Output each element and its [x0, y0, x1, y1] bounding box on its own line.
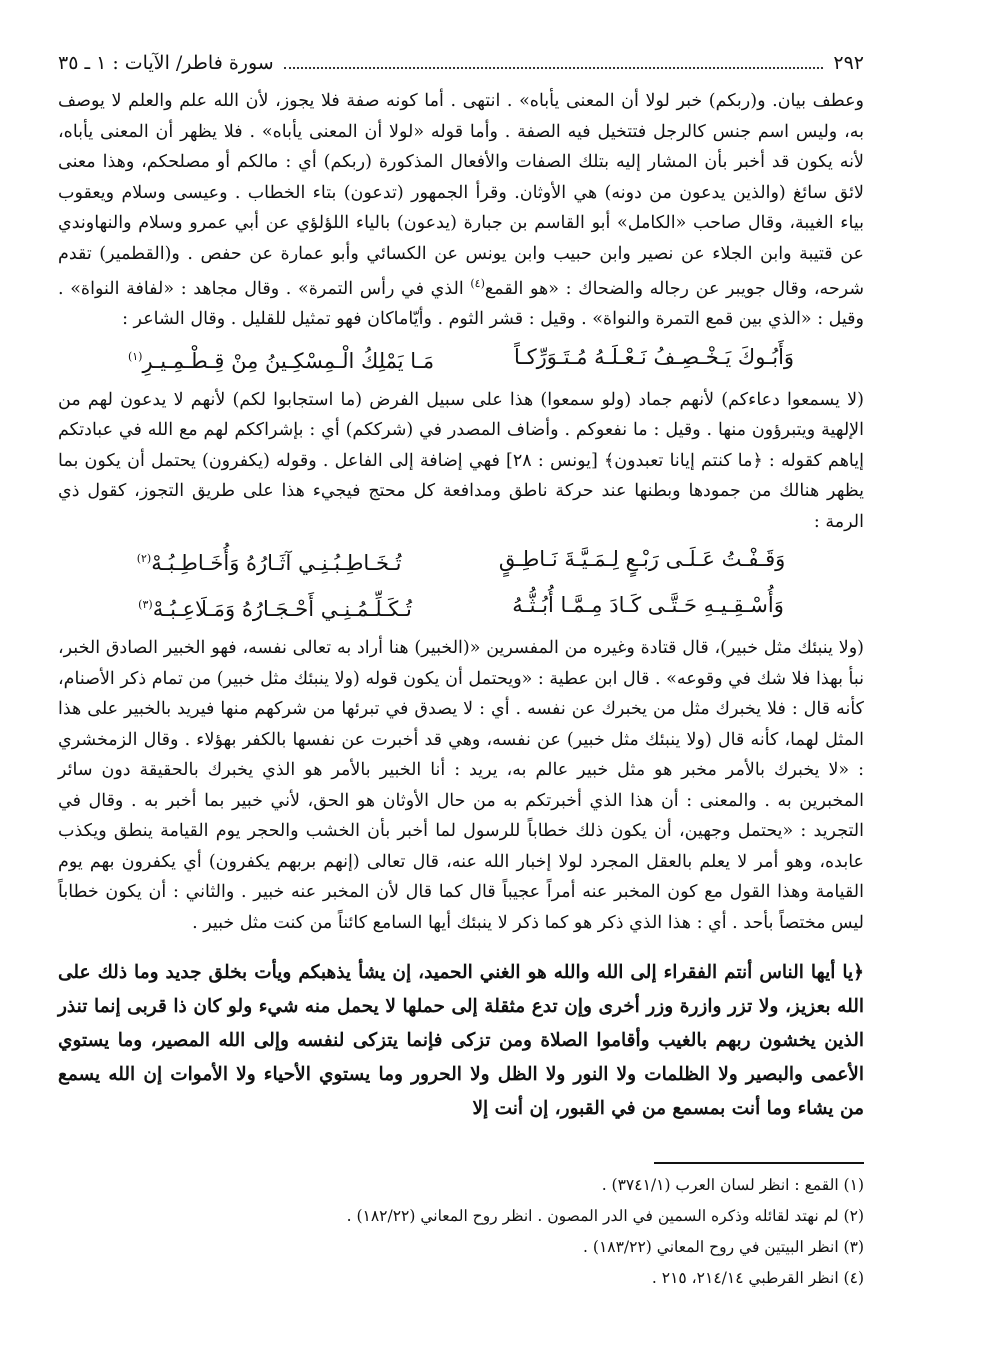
page-number: ٢٩٢ [833, 52, 864, 74]
footnote-separator [654, 1162, 864, 1164]
header-dotted-leader [284, 67, 824, 69]
surah-label: سورة فاطر/ الآيات : ١ ـ ٣٥ [58, 52, 274, 74]
verse-hemistich-right: وَأُسْـقِـيـهِ حَـتَّـى كَـادَ مِـمَّـا أُبُـثُّـهُ [512, 593, 784, 618]
quran-passage: ﴿يا أيها الناس أنتم الفقراء إلى الله والله هو الغني الحميد، إن يشأ يذهبكم ويأت بخلق جديد وما ذلك على الله بعزيز، ولا تزر وازرة وزر أخرى وإن تدع مثقلة إلى حملها لا يحمل منه شيء ولو كان ذا قربى إنما تنذر الذين يخشون ربهم بالغيب وأقاموا الصلاة ومن تزكى فإنما يتزكى لنفسه وإلى الله المصير، وما يستوي الأعمى والبصير ولا الظلمات ولا النور ولا الظل ولا الحرور وما يستوي الأحياء ولا الأموات إن الله يسمع من يشاء وما أنت بمسمع من في القبور، إن أنت إلا [58, 962, 864, 1120]
verse-hemistich-right: وَأَبُـوكَ يَـخْـصِـفُ نَـعْـلَـهُ مُـتَـوَرِّكـاً [514, 344, 795, 369]
footnote-item: (٢) لم نهتد لقائله وذكره السمين في الدر المصون . انظر روح المعاني (١٨٢/٢٢) . [346, 1207, 864, 1225]
verse-hemistich-left: مَـا يَمْلِكُ الْـمِسْكِـينُ مِنْ قِـطْـمِـيـرِ [142, 348, 435, 373]
paragraph-text: وعطف بيان. و(ربكم) خبر لولا أن المعنى يأباه» . انتهى . أما كونه صفة فلا يجوز، لأن الله علم والعلم لا يوصف به، وليس اسم جنس كالرجل فتتخيل فيه الصفة . وأما قوله «لولا أن المعنى يأباه» . فلا يظهر أن المعنى يأباه، لأنه يكون قد أخبر بأن المشار إليه بتلك الصفات والأفعال المذكورة (ربكم) أي : مالكم أو مصلحكم، وهذا معنى لائق سائغ (والذين يدعون من دونه) هي الأوثان. وقرأ الجمهور (تدعون) بتاء الخطاب . وعيسى وسلام ويعقوب بياء الغيبة، وقال صاحب «الكامل» أبو القاسم بن جبارة (يدعون) بالياء اللؤلؤي عن أبي عمرو وسلام والنهاوندي عن قتيبة وابن الجلاء عن نصير وابن حبيب وابن يونس عن الكسائي وأبو عمارة عن حفص . و(القطمير) تقدم شرحه، وقال جويبر عن رجاله والضحاك : «هو القمع [58, 91, 864, 299]
document-page [58, 52, 864, 1342]
verse-hemistich-left: تُـخَـاطِـبُـنِـي آثَـارُهُ وَأُخَـاطِـبُـهْ [151, 551, 402, 576]
footnotes [58, 1170, 864, 1294]
paragraph [58, 86, 864, 335]
footnote-item: (٣) انظر البيتين في روح المعاني (١٨٣/٢٢) . [583, 1238, 864, 1256]
paragraph: (ولا ينبئك مثل خبير)، قال قتادة وغيره من المفسرين «(الخبير) هنا أراد به تعالى نفسه، فهو الخبير الصادق الخبر، نبأ بهذا فلا شك في وقوعه» . قال ابن عطية : «ويحتمل أن يكون قوله (ولا ينبئك مثل خبير) من تمام ذكر الأصنام، كأنه قال : فلا يخبرك مثل من يخبرك عن نفسه . أي : لا يصدق في تبرئها من شركهم منها فيريد بالخبير على هذا المثل لهما، كأنه قال (ولا ينبئك مثل خبير) عن نفسه، وهي قد أخبرت عن نفسها بالكفر بهؤلاء . وقال الزمخشري : «لا يخبرك بالأمر مخبر هو مثل خبير عالم به، يريد : أنا الخبير بالأمر هو الذي يخبرك بالحقيقة دون سائر المخبرين به . والمعنى : أن هذا الذي أخبرتكم به من حال الأوثان هو الحق، لأني خبير بما أخبر به . وقال في التجريد : «يحتمل وجهين، أن يكون ذلك خطاباً للرسول لما أخبر بأن الخشب والحجر يوم القيامة ينطق ويكذب عابده، وهو أمر لا يعلم بالعقل المجرد لولا إخبار الله عنه، قال تعالى (إنهم بربهم يكفرون) أي يكفرون بهم يوم القيامة وهذا القول مع كون المخبر عنه أمراً عجيباً قال كما قال لأن المخبر عنه خبير . والثاني : أن يكون خطاباً ليس مختصاً بأحد . أي : هذا الذي ذكر هو كما ذكر لا ينبئك أيها السامع كائناً من كنت مثل خبير . [58, 638, 864, 933]
footnote-ref: (٢) [136, 552, 152, 566]
footnote-item: (١) القمع : انظر لسان العرب (٣٧٤١/١) . [601, 1176, 864, 1194]
verse-hemistich-right: وَقَـفْـتُ عَـلَـى رَبْـعٍ لِـمَـيَّـةَ نَـاطِـقٍ [498, 547, 786, 572]
poetry-verse [88, 587, 834, 627]
footnote-ref: (١) [127, 349, 143, 363]
footnote-ref: (٣) [138, 598, 153, 612]
paragraph-text: الذي في رأس التمرة» . وقال مجاهد : «لفافة النواة» . وقيل : «الذي بين قمع التمرة والنواة» . وقيل : قشر الثوم . وأيّاماكان فهو تمثيل للقليل . وقال الشاعر : [58, 278, 864, 330]
footnote-item: (٤) انظر القرطبي ٢١٤/١٤، ٢١٥ . [651, 1269, 864, 1287]
verse-hemistich-left: تُـكَـلِّـمُـنِـي أَحْـجَـارُهُ وَمَـلَاعِـبُـهْ [152, 597, 412, 622]
commentary-body [58, 86, 864, 938]
poetry-verse [88, 541, 834, 581]
footnote-ref: (٤) [470, 277, 485, 290]
page-header [58, 52, 864, 80]
poetry-verse [88, 339, 834, 379]
paragraph: (لا يسمعوا دعاءكم) لأنهم جماد (ولو سمعوا) هذا على سبيل الفرض (ما استجابوا لكم) لأنهم لا يدعون لهم من الإلهية ويتبرؤون منها . وقيل : ما نفعوكم . وأضاف المصدر في (شرككم) أي : بإشراككم لهم مع الله في عبادتكم إياهم كقوله : ﴿ما كنتم إيانا تعبدون﴾ [يونس : ٢٨] فهي إضافة إلى الفاعل . وقوله (يكفرون) يحتمل أن يكون بما يظهر هنالك من جمودها وبطنها عند حركة ناطق ومدافعة كل محتج فيجيء هذا على طريق التجوز، كقول ذي الرمة : [58, 389, 865, 532]
